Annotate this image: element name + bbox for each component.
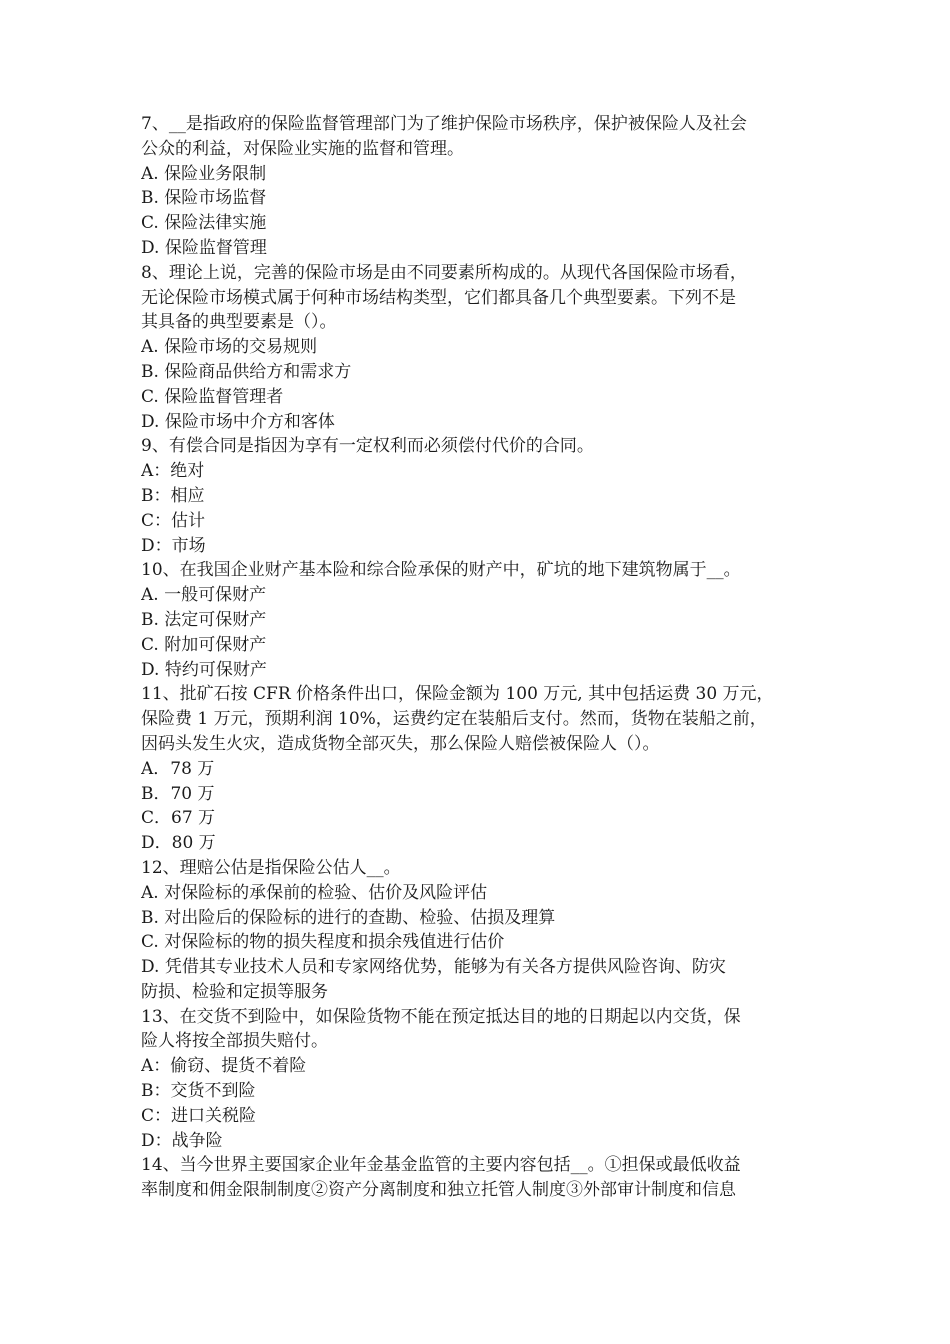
question-text-line: 11、批矿石按 CFR 价格条件出口，保险金额为 100 万元, 其中包括运费 30 万元，	[141, 684, 774, 705]
answer-option: 防损、检验和定损等服务	[141, 981, 328, 1002]
answer-option: A. 保险市场的交易规则	[141, 337, 318, 358]
question-text-line: 9、有偿合同是指因为享有一定权利而必须偿付代价的合同。	[141, 436, 594, 457]
answer-option: C. 保险法律实施	[141, 213, 267, 234]
question-text-line: 公众的利益，对保险业实施的监督和管理。	[141, 138, 464, 159]
question-block	[141, 434, 829, 558]
answer-option: C：估计	[141, 510, 206, 531]
question-text-line: 其具备的典型要素是（）。	[141, 312, 337, 333]
question-block	[141, 112, 829, 261]
answer-option: D. 凭借其专业技术人员和专家网络优势，能够为有关各方提供风险咨询、防灾	[141, 957, 726, 978]
answer-option: B．70 万	[141, 783, 215, 804]
answer-option: D：市场	[141, 535, 206, 556]
answer-option: A. 一般可保财产	[141, 585, 267, 606]
question-block	[141, 856, 829, 1005]
question-text-line: 10、在我国企业财产基本险和综合险承保的财产中，矿坑的地下建筑物属于__。	[141, 560, 741, 581]
answer-option: D. 特约可保财产	[141, 659, 267, 680]
answer-option: A：偷窃、提货不着险	[141, 1056, 307, 1077]
answer-option: A：绝对	[141, 461, 205, 482]
answer-option: D．80 万	[141, 833, 216, 854]
question-text-line: 因码头发生火灾，造成货物全部灭失，那么保险人赔偿被保险人（）。	[141, 733, 660, 754]
answer-option: A. 保险业务限制	[141, 163, 267, 184]
question-text-line: 险人将按全部损失赔付。	[141, 1031, 328, 1052]
answer-option: D：战争险	[141, 1130, 223, 1151]
question-text-line: 14、当今世界主要国家企业年金基金监管的主要内容包括__。①担保或最低收益	[141, 1155, 741, 1176]
question-block	[141, 1153, 829, 1203]
question-text-line: 12、理赔公估是指保险公估人__。	[141, 857, 401, 878]
answer-option: B. 法定可保财产	[141, 609, 267, 630]
answer-option: B. 保险市场监督	[141, 188, 267, 209]
question-text-line: 13、在交货不到险中，如保险货物不能在预定抵达目的地的日期起以内交货，保	[141, 1006, 741, 1027]
answer-option: C. 对保险标的物的损失程度和损余残值进行估价	[141, 932, 505, 953]
answer-option: B：相应	[141, 485, 205, 506]
question-text-line: 率制度和佣金限制制度②资产分离制度和独立托管人制度③外部审计制度和信息	[141, 1180, 736, 1201]
answer-option: A. 对保险标的承保前的检验、估价及风险评估	[141, 882, 488, 903]
answer-option: A．78 万	[141, 758, 215, 779]
question-block	[141, 261, 829, 435]
question-text-line: 7、__是指政府的保险监督管理部门为了维护保险市场秩序，保护被保险人及社会	[141, 114, 747, 134]
document-page	[141, 112, 829, 1203]
answer-option: C：进口关税险	[141, 1105, 257, 1126]
question-block	[141, 682, 829, 856]
answer-option: B. 对出险后的保险标的进行的查勘、检验、估损及理算	[141, 907, 556, 928]
answer-option: B：交货不到险	[141, 1081, 256, 1102]
question-block	[141, 1005, 829, 1154]
answer-option: C. 保险监督管理者	[141, 386, 284, 407]
answer-option: C. 附加可保财产	[141, 634, 267, 655]
answer-option: D. 保险监督管理	[141, 237, 267, 258]
answer-option: D. 保险市场中介方和客体	[141, 411, 335, 432]
answer-option: B. 保险商品供给方和需求方	[141, 361, 352, 382]
question-text-line: 8、理论上说，完善的保险市场是由不同要素所构成的。从现代各国保险市场看，	[141, 262, 747, 283]
question-text-line: 无论保险市场模式属于何种市场结构类型，它们都具备几个典型要素。下列不是	[141, 287, 736, 308]
question-text-line: 保险费 1 万元，预期利润 10%，运费约定在装船后支付。然而，货物在装船之前，	[141, 709, 767, 730]
question-block	[141, 558, 829, 682]
answer-option: C．67 万	[141, 808, 216, 829]
